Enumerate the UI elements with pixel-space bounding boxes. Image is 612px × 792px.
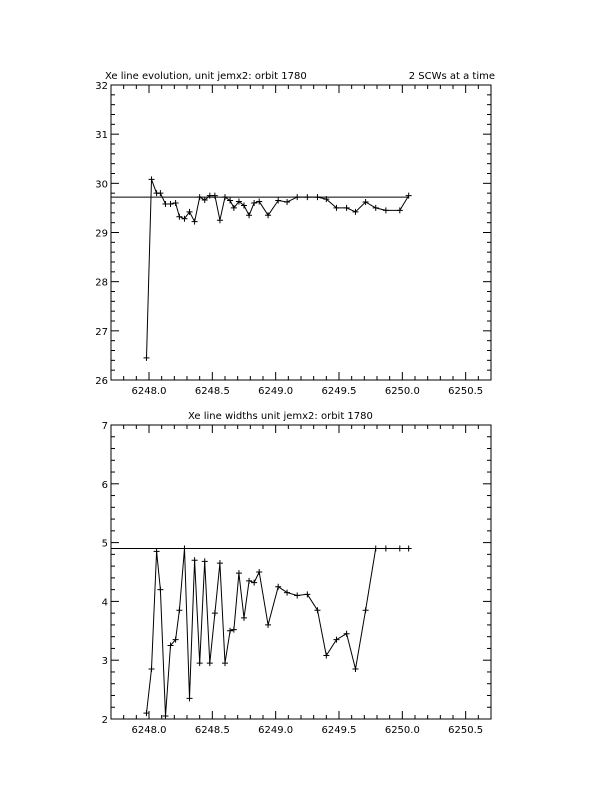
data-point [363, 607, 369, 613]
data-point [197, 194, 203, 200]
data-point [275, 584, 281, 590]
data-point [397, 207, 403, 213]
xe-line-evolution-chart [95, 71, 495, 397]
data-point [157, 587, 163, 593]
series-line [147, 549, 409, 717]
data-point [212, 610, 218, 616]
data-point [265, 212, 271, 218]
data-point [397, 545, 403, 551]
data-point [275, 198, 281, 204]
data-point [197, 660, 203, 666]
data-points [143, 176, 411, 360]
x-tick-label: 6249.0 [258, 386, 294, 397]
x-tick-label: 6249.0 [258, 725, 294, 736]
x-tick-label: 6250.0 [384, 725, 420, 736]
y-tick-label: 5 [101, 538, 108, 550]
data-point [176, 607, 182, 613]
x-tick-label: 6248.5 [194, 725, 230, 736]
data-point [241, 615, 247, 621]
data-point [202, 558, 208, 564]
axis-ticks [111, 85, 491, 380]
data-point [284, 590, 290, 596]
y-tick-label: 3 [101, 656, 108, 668]
data-point [192, 557, 198, 563]
y-tick-label: 26 [95, 376, 108, 387]
data-point [352, 666, 358, 672]
y-tick-label: 28 [95, 277, 108, 289]
data-point [168, 201, 174, 207]
data-point [192, 219, 198, 225]
data-point [406, 545, 412, 551]
data-point [265, 622, 271, 628]
data-point [344, 631, 350, 637]
chart-title-left: Xe line evolution, unit jemx2: orbit 1780 [105, 71, 307, 82]
y-tick-label: 30 [95, 179, 108, 191]
data-point [217, 217, 223, 223]
data-point [173, 200, 179, 206]
data-point [149, 176, 155, 182]
data-point [373, 545, 379, 551]
data-point [256, 199, 262, 205]
data-point [212, 193, 218, 199]
data-point [383, 545, 389, 551]
series-line [147, 179, 409, 358]
data-point [344, 205, 350, 211]
y-tick-label: 32 [95, 81, 108, 92]
data-point [157, 190, 163, 196]
x-tick-label: 6249.5 [321, 386, 357, 397]
x-tick-label: 6248.5 [194, 386, 230, 397]
data-point [314, 607, 320, 613]
data-point [181, 545, 187, 551]
data-point [383, 207, 389, 213]
data-point [217, 560, 223, 566]
y-tick-label: 4 [101, 597, 108, 609]
x-tick-label: 6248.0 [131, 725, 167, 736]
chart-title-left: Xe line widths unit jemx2: orbit 1780 [188, 411, 373, 422]
data-point [143, 355, 149, 361]
y-tick-labels [95, 81, 108, 387]
y-tick-label: 31 [95, 130, 108, 142]
y-tick-label: 6 [101, 479, 108, 491]
x-tick-label: 6249.5 [321, 725, 357, 736]
data-point [256, 569, 262, 575]
data-point [294, 593, 300, 599]
y-tick-label: 7 [101, 421, 108, 432]
data-point [236, 570, 242, 576]
data-point [222, 660, 228, 666]
x-tick-label: 6248.0 [131, 386, 167, 397]
data-point [284, 199, 290, 205]
data-point [323, 652, 329, 658]
chart-title-right: 2 SCWs at a time [408, 71, 495, 82]
data-point [406, 193, 412, 199]
x-tick-label: 6250.0 [384, 386, 420, 397]
data-point [314, 194, 320, 200]
x-tick-label: 6250.5 [448, 725, 484, 736]
y-tick-label: 2 [101, 715, 108, 726]
data-point [246, 212, 252, 218]
y-tick-label: 29 [95, 228, 108, 240]
plot-frame [111, 85, 491, 380]
data-point [373, 205, 379, 211]
data-point [227, 198, 233, 204]
data-point [333, 637, 339, 643]
x-tick-label: 6250.5 [448, 386, 484, 397]
data-point [227, 628, 233, 634]
data-point [162, 713, 168, 719]
x-tick-labels [132, 725, 484, 736]
data-point [294, 194, 300, 200]
data-point [207, 660, 213, 666]
y-tick-labels [102, 421, 108, 726]
data-point [154, 548, 160, 554]
data-point [149, 666, 155, 672]
data-point [304, 591, 310, 597]
data-point [187, 695, 193, 701]
y-tick-label: 27 [95, 326, 108, 338]
data-point [222, 194, 228, 200]
x-tick-labels [132, 386, 484, 397]
data-point [231, 627, 237, 633]
xe-line-widths-chart [102, 411, 491, 736]
data-point [251, 200, 257, 206]
data-point [304, 194, 310, 200]
